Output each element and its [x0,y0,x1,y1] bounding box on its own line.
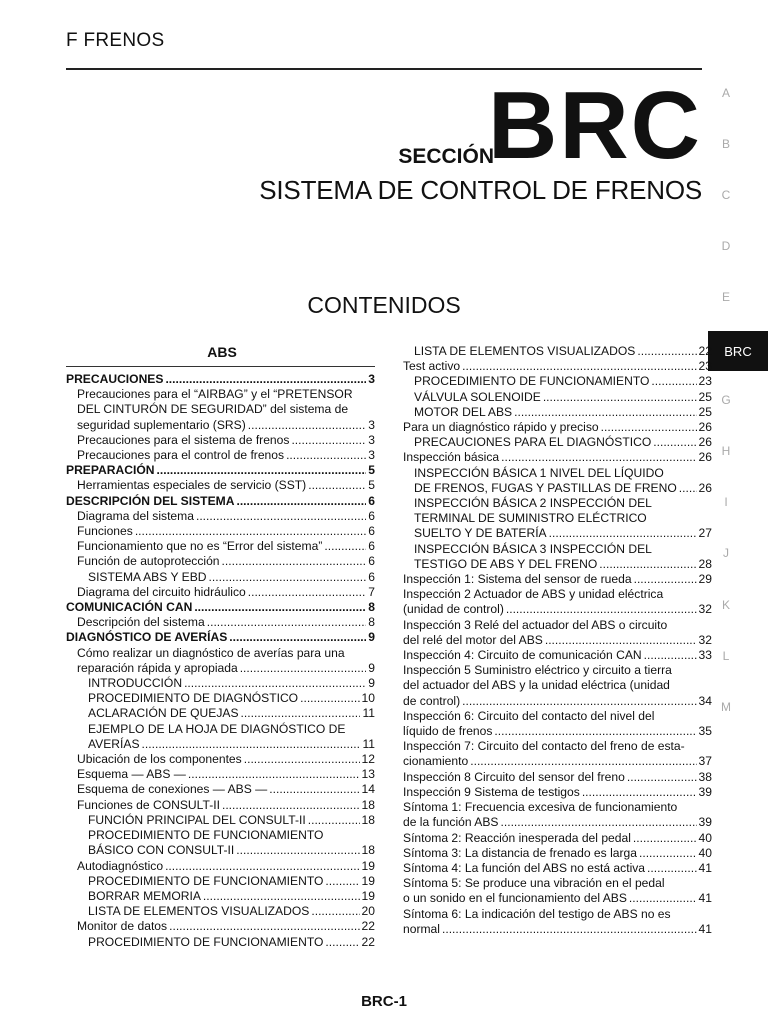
toc-leader-dots [209,570,367,585]
toc-page-number: 6 [368,493,375,508]
side-index-c[interactable]: C [721,188,731,202]
toc-entry[interactable] [66,904,375,919]
toc-page-number: 39 [698,815,712,830]
toc-leader-dots [637,344,696,359]
toc-page-number: 6 [368,524,375,539]
toc-leader-dots [470,754,696,769]
toc-entry[interactable] [66,539,375,554]
toc-entry: DEL CINTURÓN DE SEGURIDAD” del sistema de [77,402,349,417]
toc-leader-dots [325,935,359,950]
toc-entry[interactable] [66,889,375,904]
toc-leader-dots [651,374,696,389]
toc-entry: Síntoma 5: Se produce una vibración en el pedal [403,876,665,891]
page-number: BRC-1 [361,993,407,1010]
toc-leader-dots [311,904,359,919]
toc-entry-title: del relé del motor del ABS [403,632,543,647]
toc-page-number: 19 [361,888,375,903]
toc-entry: Inspección 5 Suministro eléctrico y circuito a tierra [403,663,672,678]
toc-page-number: 38 [698,769,712,784]
toc-page-number: 41 [698,891,712,906]
toc-entry-title: Función de autoprotección [77,554,220,569]
toc-entry-title: Diagrama del sistema [77,508,194,523]
toc-entry-title: PRECAUCIONES [66,372,164,386]
abs-divider [66,366,375,367]
toc-entry[interactable] [403,420,712,435]
toc-page-number: 3 [368,448,375,463]
toc-entry-title: cionamiento [403,754,469,769]
toc-entry[interactable] [403,922,712,937]
contents-title: CONTENIDOS [307,292,461,318]
toc-entry[interactable] [403,450,712,465]
toc-entry[interactable] [66,843,375,858]
toc-leader-dots [545,633,697,648]
toc-page-number: 18 [361,812,375,827]
toc-entry: Inspección 3 Relé del actuador del ABS o circuito [403,617,668,632]
toc-entry[interactable] [403,602,712,617]
toc-entry[interactable] [66,418,375,433]
toc-leader-dots [462,694,696,709]
toc-entry[interactable] [66,463,375,478]
toc-page-number: 8 [368,600,375,615]
toc-page-number: 26 [698,420,712,435]
toc-page-number: 32 [698,602,712,617]
toc-entry-title: seguridad suplementario (SRS) [77,417,246,432]
toc-entry: Síntoma 1: Frecuencia excesiva de funcionamiento [403,800,678,815]
toc-leader-dots [244,752,360,767]
toc-entry-title: DE FRENOS, FUGAS Y PASTILLAS DE FRENO [414,480,677,495]
toc-entry[interactable] [403,815,712,830]
active-section-tab[interactable]: BRC [708,331,768,371]
toc-leader-dots [248,585,367,600]
toc-entry-title: Inspección 1: Sistema del sensor de rueda [403,572,632,587]
toc-leader-dots [599,557,696,572]
toc-leader-dots [165,372,366,387]
toc-entry[interactable] [403,359,712,374]
toc-leader-dots [269,782,359,797]
toc-page-number: 6 [368,539,375,554]
toc-leader-dots [633,831,697,846]
toc-leader-dots [169,919,359,934]
toc-entry-title: PREPARACIÓN [66,463,155,478]
side-index-m[interactable]: M [721,700,731,714]
toc-entry[interactable] [403,344,712,359]
toc-entry-title: MOTOR DEL ABS [414,404,513,419]
toc-page-number: 26 [698,450,712,465]
toc-leader-dots [494,724,696,739]
toc-entry[interactable] [66,874,375,889]
toc-entry-title: Precauciones para el sistema de frenos [77,432,290,447]
toc-entry: del actuador del ABS y la unidad eléctrica (unidad [403,678,670,693]
toc-leader-dots [203,889,360,904]
toc-entry: INSPECCIÓN BÁSICA 1 NIVEL DEL LÍQUIDO [414,465,664,480]
toc-entry[interactable] [66,570,375,585]
toc-page-number: 32 [698,632,712,647]
toc-entry-title: o un sonido en el funcionamiento del ABS [403,891,627,906]
toc-leader-dots [653,435,696,450]
toc-entry-title: Inspección 8 Circuito del sensor del freno [403,769,625,784]
toc-entry-title: Síntoma 2: Reacción inesperada del pedal [403,830,631,845]
toc-entry[interactable] [66,691,375,706]
toc-leader-dots [325,874,359,889]
toc-entry: EJEMPLO DE LA HOJA DE DIAGNÓSTICO DE [88,721,346,736]
abs-heading: ABS [207,344,237,360]
toc-page-number: 22 [361,934,375,949]
side-index-h[interactable]: H [721,444,731,458]
toc-leader-dots [543,390,697,405]
toc-entry[interactable] [66,585,375,600]
toc-page-number: 5 [368,478,375,493]
toc-page-number: 20 [361,904,375,919]
toc-entry[interactable] [66,448,375,463]
toc-page-number: 41 [698,860,712,875]
toc-page-number: 3 [368,432,375,447]
toc-leader-dots [629,891,697,906]
toc-entry-title: PRECAUCIONES PARA EL DIAGNÓSTICO [414,435,652,450]
toc-leader-dots [647,861,697,876]
toc-entry: Inspección 2 Actuador de ABS y unidad eléctrica [403,587,664,602]
toc-entry-title: normal [403,921,440,936]
toc-entry-title: DIAGNÓSTICO DE AVERÍAS [66,630,228,645]
toc-page-number: 6 [368,508,375,523]
toc-entry[interactable] [403,724,712,739]
toc-entry[interactable] [66,935,375,950]
toc-entry-title: FUNCIÓN PRINCIPAL DEL CONSULT-II [88,812,306,827]
side-index-d[interactable]: D [721,239,731,253]
toc-page-number: 26 [698,480,712,495]
toc-page-number: 9 [368,660,375,675]
toc-entry-title: Diagrama del circuito hidráulico [77,584,246,599]
toc-page-number: 33 [698,648,712,663]
toc-entry[interactable] [66,478,375,493]
toc-entry[interactable] [403,648,712,663]
toc-page-number: 7 [368,584,375,599]
toc-entry-title: BORRAR MEMORIA [88,888,201,903]
toc-entry-title: PROCEDIMIENTO DE FUNCIONAMIENTO [88,873,324,888]
section-header: F FRENOS [66,30,165,51]
toc-entry[interactable] [403,405,712,420]
toc-entry-title: Funcionamiento que no es “Error del sistema” [77,539,323,554]
toc-page-number: 23 [698,359,712,374]
header-divider [66,68,702,70]
toc-leader-dots [501,450,696,465]
toc-entry[interactable] [66,782,375,797]
side-index-l[interactable]: L [722,649,730,663]
toc-entry[interactable] [403,785,712,800]
toc-entry: Precauciones para el “AIRBAG” y el “PRETENSOR [77,387,353,402]
toc-page-number: 39 [698,784,712,799]
toc-leader-dots [462,359,696,374]
toc-entry-title: de control) [403,693,461,708]
toc-page-number: 34 [698,693,712,708]
toc-page-number: 6 [368,569,375,584]
toc-leader-dots [156,463,366,478]
toc-leader-dots [222,798,360,813]
toc-entry: Síntoma 6: La indicación del testigo de ABS no es [403,906,671,921]
toc-entry-title: de la función ABS [403,815,499,830]
toc-leader-dots [506,602,697,617]
toc-entry[interactable] [403,557,712,572]
toc-entry-title: Funciones de CONSULT-II [77,797,220,812]
toc-entry[interactable] [403,754,712,769]
toc-leader-dots [500,815,696,830]
toc-page-number: 11 [362,706,375,721]
toc-leader-dots [549,526,697,541]
toc-entry-title: ACLARACIÓN DE QUEJAS [88,706,239,721]
toc-entry[interactable] [66,372,375,387]
toc-leader-dots [679,481,697,496]
toc-page-number: 3 [368,372,375,386]
toc-entry-title: VÁLVULA SOLENOIDE [414,389,541,404]
toc-entry[interactable] [66,509,375,524]
toc-entry[interactable] [66,554,375,569]
toc-entry[interactable] [66,859,375,874]
toc-page-number: 11 [362,736,375,751]
toc-page-number: 14 [361,782,375,797]
section-code: BRC [488,72,702,179]
toc-entry[interactable] [66,676,375,691]
toc-entry-title: Autodiagnóstico [77,858,164,873]
toc-entry[interactable] [403,390,712,405]
toc-page-number: 40 [698,830,712,845]
toc-entry-title: Descripción del sistema [77,615,205,630]
toc-leader-dots [236,494,366,509]
toc-entry-title: Síntoma 3: La distancia de frenado es larga [403,845,637,860]
toc-leader-dots [222,554,367,569]
toc-entry[interactable] [403,435,712,450]
toc-page-number: 35 [698,724,712,739]
toc-entry-title: Ubicación de los componentes [77,752,242,767]
toc-entry: Inspección 6: Circuito del contacto del nivel del [403,708,655,723]
toc-page-number: 18 [361,797,375,812]
toc-page-number: 9 [368,630,375,645]
toc-entry-title: líquido de frenos [403,724,493,739]
toc-entry-title: COMUNICACIÓN CAN [66,600,193,615]
side-index-k[interactable]: K [721,598,730,612]
toc-entry: INSPECCIÓN BÁSICA 3 INSPECCIÓN DEL [414,541,652,556]
toc-entry-title: Funciones [77,524,133,539]
toc-page-number: 8 [368,615,375,630]
toc-entry-title: Síntoma 4: La función del ABS no está activa [403,860,646,875]
toc-page-number: 37 [698,754,712,769]
side-index-i[interactable]: I [724,495,728,509]
toc-page-number: 40 [698,845,712,860]
toc-leader-dots [236,843,359,858]
toc-page-number: 26 [698,435,712,450]
toc-leader-dots [308,813,360,828]
toc-entry-title: PROCEDIMIENTO DE DIAGNÓSTICO [88,691,299,706]
toc-entry[interactable] [66,813,375,828]
toc-entry: PROCEDIMIENTO DE FUNCIONAMIENTO [88,828,324,843]
toc-leader-dots [207,615,367,630]
toc-page-number: 13 [361,767,375,782]
toc-entry[interactable] [403,694,712,709]
toc-page-number: 29 [698,572,712,587]
toc-leader-dots [188,767,360,782]
toc-entry-title: LISTA DE ELEMENTOS VISUALIZADOS [88,904,310,919]
toc-entry[interactable] [66,600,375,615]
toc-entry[interactable] [66,706,375,721]
toc-page-number: 22 [361,919,375,934]
side-index-e[interactable]: E [721,290,730,304]
toc-entry[interactable] [66,615,375,630]
toc-page-number: 25 [698,389,712,404]
toc-entry: INSPECCIÓN BÁSICA 2 INSPECCIÓN DEL [414,496,652,511]
toc-leader-dots [644,648,697,663]
toc-entry[interactable] [403,861,712,876]
section-label: SECCIÓN [398,145,494,168]
toc-leader-dots [194,600,366,615]
side-index-g[interactable]: G [721,393,731,407]
toc-entry[interactable] [66,752,375,767]
toc-leader-dots [240,661,367,676]
toc-leader-dots [142,737,361,752]
toc-entry-title: Monitor de datos [77,919,168,934]
toc-entry[interactable] [66,737,375,752]
toc-entry[interactable] [403,831,712,846]
toc-entry-title: Herramientas especiales de servicio (SST) [77,478,307,493]
toc-entry-title: (unidad de control) [403,602,504,617]
toc-entry[interactable] [403,633,712,648]
toc-page-number: 5 [368,463,375,478]
toc-leader-dots [601,420,697,435]
toc-entry-title: reparación rápida y apropiada [77,660,238,675]
toc-leader-dots [165,859,359,874]
toc-entry-title: TESTIGO DE ABS Y DEL FRENO [414,556,598,571]
toc-entry[interactable] [403,770,712,785]
toc-leader-dots [639,846,697,861]
side-index-a[interactable]: A [721,86,730,100]
toc-leader-dots [196,509,366,524]
toc-leader-dots [184,676,366,691]
toc-entry-title: SISTEMA ABS Y EBD [88,569,207,584]
toc-entry-title: Inspección 4: Circuito de comunicación CAN [403,648,642,663]
toc-page-number: 41 [698,921,712,936]
toc-leader-dots [308,478,366,493]
toc-entry-title: BÁSICO CON CONSULT-II [88,843,235,858]
toc-entry-title: SUELTO Y DE BATERÍA [414,526,547,541]
toc-leader-dots [627,770,697,785]
toc-page-number: 23 [698,374,712,389]
toc-page-number: 27 [698,526,712,541]
toc-page-number: 19 [361,873,375,888]
toc-page-number: 18 [361,843,375,858]
toc-entry-title: AVERÍAS [88,736,140,751]
toc-entry-title: PROCEDIMIENTO DE FUNCIONAMIENTO [414,374,650,389]
toc-leader-dots [442,922,697,937]
side-index-b[interactable]: B [721,137,730,151]
toc-entry-title: Para un diagnóstico rápido y preciso [403,420,599,435]
toc-right-column [403,344,712,937]
toc-entry: Inspección 7: Circuito del contacto del freno de esta- [403,739,685,754]
toc-leader-dots [634,572,697,587]
toc-entry[interactable] [66,494,375,509]
toc-leader-dots [229,630,366,645]
toc-entry-title: DESCRIPCIÓN DEL SISTEMA [66,493,235,508]
toc-entry[interactable] [66,524,375,539]
toc-entry-title: Test activo [403,359,461,374]
toc-page-number: 19 [361,858,375,873]
toc-leader-dots [324,539,366,554]
toc-page-number: 10 [361,691,375,706]
toc-leader-dots [248,418,367,433]
toc-entry[interactable] [403,846,712,861]
toc-entry[interactable] [66,798,375,813]
toc-page-number: 25 [698,404,712,419]
toc-entry-title: Esquema de conexiones — ABS — [77,782,268,797]
toc-entry: Cómo realizar un diagnóstico de averías para una [77,645,345,660]
toc-leader-dots [135,524,366,539]
toc-leader-dots [241,706,361,721]
toc-left-column [66,372,375,950]
toc-leader-dots [300,691,359,706]
toc-page-number: 22 [698,344,712,358]
toc-entry[interactable] [66,433,375,448]
toc-entry[interactable] [66,767,375,782]
toc-leader-dots [286,448,366,463]
toc-entry-title: PROCEDIMIENTO DE FUNCIONAMIENTO [88,934,324,949]
toc-leader-dots [582,785,697,800]
toc-entry-title: Esquema — ABS — [77,767,186,782]
toc-entry[interactable] [403,891,712,906]
section-title: SISTEMA DE CONTROL DE FRENOS [259,175,702,205]
toc-page-number: 6 [368,554,375,569]
toc-entry[interactable] [66,661,375,676]
toc-entry-title: Inspección 9 Sistema de testigos [403,784,580,799]
toc-entry[interactable] [403,481,712,496]
toc-entry[interactable] [66,919,375,934]
toc-leader-dots [291,433,366,448]
toc-entry[interactable] [403,572,712,587]
toc-entry[interactable] [403,374,712,389]
toc-entry[interactable] [66,630,375,645]
toc-page-number: 28 [698,556,712,571]
toc-entry[interactable] [403,526,712,541]
toc-page-number: 3 [368,417,375,432]
toc-entry-title: Precauciones para el control de frenos [77,448,285,463]
toc-entry-title: LISTA DE ELEMENTOS VISUALIZADOS [414,344,636,358]
toc-entry-title: INTRODUCCIÓN [88,676,183,691]
toc-page-number: 12 [361,752,375,767]
toc-page-number: 9 [368,676,375,691]
side-index-j[interactable]: J [723,546,729,560]
toc-leader-dots [514,405,696,420]
toc-entry: TERMINAL DE SUMINISTRO ELÉCTRICO [414,511,647,526]
toc-entry-title: Inspección básica [403,450,500,465]
